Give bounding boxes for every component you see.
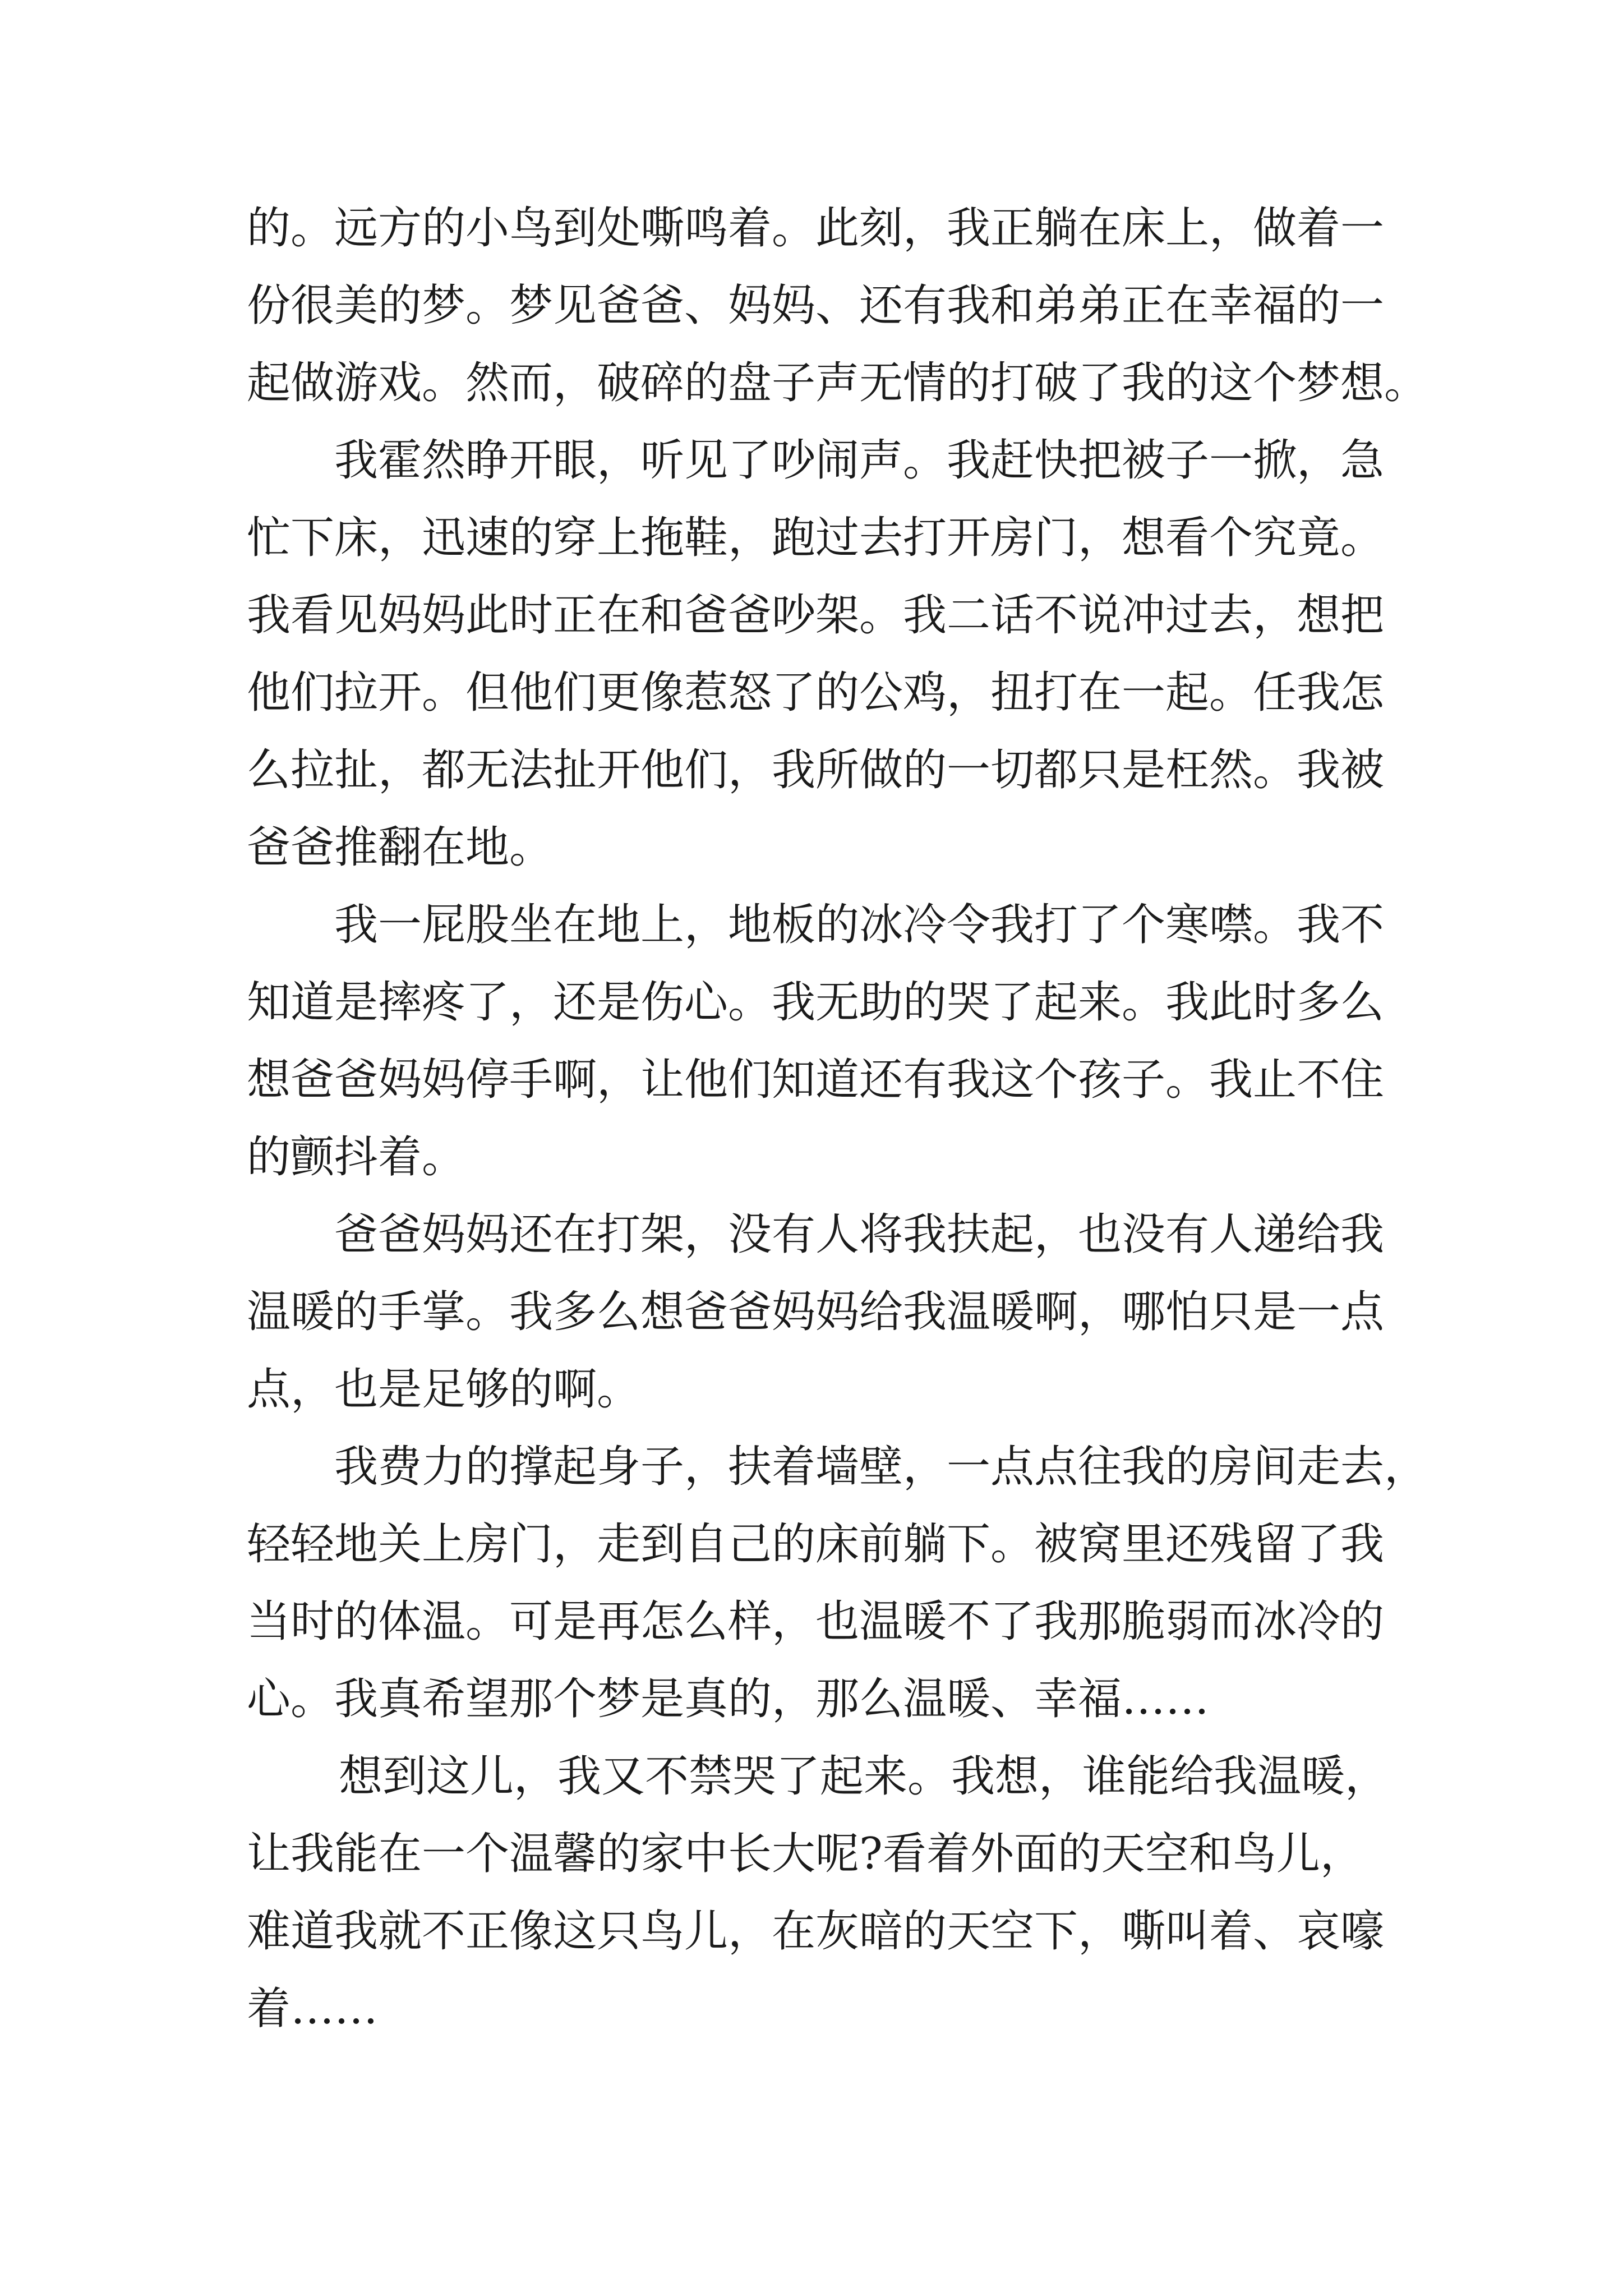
text-line: 么拉扯，都无法扯开他们，我所做的一切都只是枉然。我被 (247, 745, 1385, 795)
text-line: 着…… (247, 1984, 379, 2034)
text-line: 轻轻地关上房门，走到自己的床前躺下。被窝里还残留了我 (247, 1519, 1385, 1570)
text-line: 让我能在一个温馨的家中长大呢?看着外面的天空和鸟儿， (247, 1829, 1364, 1879)
text-line: 我费力的撑起身子，扶着墙壁，一点点往我的房间走去， (334, 1442, 1428, 1492)
text-line: 温暖的手掌。我多么想爸爸妈妈给我温暖啊，哪怕只是一点 (247, 1287, 1385, 1337)
paragraph-4 (247, 1196, 1387, 1428)
text-line: 难道我就不正像这只鸟儿，在灰暗的天空下，嘶叫着、哀嚎 (247, 1906, 1385, 1957)
text-line: 爸爸妈妈还在打架，没有人将我扶起，也没有人递给我 (334, 1209, 1385, 1260)
paragraph-5 (247, 1428, 1428, 1738)
paragraph-2 (247, 422, 1387, 886)
text-line: 忙下床，迅速的穿上拖鞋，跑过去打开房门，想看个究竟。 (247, 513, 1385, 563)
text-line: 份很美的梦。梦见爸爸、妈妈、还有我和弟弟正在幸福的一 (247, 280, 1385, 331)
body-text (247, 190, 1428, 2047)
text-line: 的。远方的小鸟到处嘶鸣着。此刻，我正躺在床上，做着一 (247, 203, 1385, 254)
text-line: 点，也是足够的啊。 (247, 1364, 641, 1415)
text-line: 我霍然睁开眼，听见了吵闹声。我赶快把被子一掀，急 (334, 435, 1385, 486)
paragraph-1 (247, 190, 1428, 422)
text-line: 的颤抖着。 (247, 1132, 466, 1182)
paragraph-6 (247, 1738, 1387, 2047)
text-line: 想到这儿，我又不禁哭了起来。我想，谁能给我温暖， (339, 1751, 1389, 1802)
text-line: 爸爸推翻在地。 (247, 822, 554, 873)
text-line: 想爸爸妈妈停手啊，让他们知道还有我这个孩子。我止不住 (247, 1055, 1385, 1105)
text-line: 我一屁股坐在地上，地板的冰冷令我打了个寒噤。我不 (334, 900, 1385, 950)
text-line: 起做游戏。然而，破碎的盘子声无情的打破了我的这个梦想。 (247, 358, 1428, 408)
text-line: 知道是摔疼了，还是伤心。我无助的哭了起来。我此时多么 (247, 977, 1385, 1028)
text-line: 当时的体温。可是再怎么样，也温暖不了我那脆弱而冰冷的 (247, 1596, 1385, 1647)
text-line: 我看见妈妈此时正在和爸爸吵架。我二话不说冲过去，想把 (247, 590, 1385, 641)
paragraph-3 (247, 886, 1387, 1196)
text-line: 他们拉开。但他们更像惹怒了的公鸡，扭打在一起。任我怎 (247, 668, 1385, 718)
text-line: 心。我真希望那个梦是真的，那么温暖、幸福…… (247, 1674, 1210, 1724)
